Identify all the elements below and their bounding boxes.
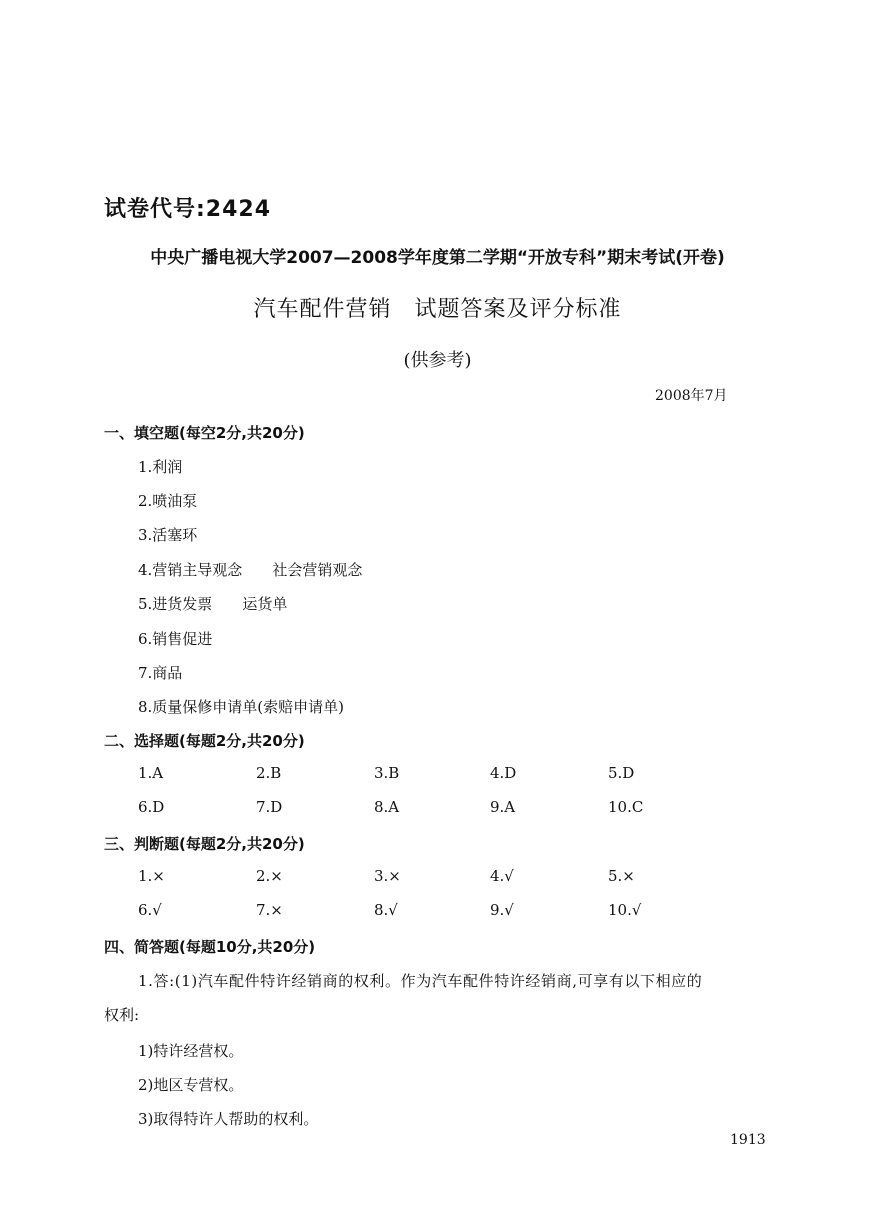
section-short-answer-title: 四、简答题(每题10分,共20分) <box>104 938 316 956</box>
section-fill-in-title: 一、填空题(每空2分,共20分) <box>104 424 305 442</box>
section-choice-title: 二、选择题(每题2分,共20分) <box>104 732 305 750</box>
true-false-answer: 9.√ <box>490 901 514 919</box>
page-number: 1913 <box>730 1132 766 1148</box>
fill-in-answer-primary: 2.喷油泵 <box>138 492 198 510</box>
choice-answer: 10.C <box>608 798 644 816</box>
choice-answer: 4.D <box>490 764 517 782</box>
fill-in-answer-primary: 4.营销主导观念 <box>138 561 243 579</box>
choice-answer: 3.B <box>374 764 400 782</box>
fill-in-answer-item <box>138 490 197 511</box>
section-true-false-title: 三、判断题(每题2分,共20分) <box>104 835 305 853</box>
exam-title: 中央广播电视大学2007—2008学年度第二学期“开放专科”期末考试(开卷) <box>150 248 725 268</box>
fill-in-answer-primary: 6.销售促进 <box>138 630 213 648</box>
fill-in-answer-item <box>138 456 182 477</box>
reference-note: (供参考) <box>403 350 472 371</box>
true-false-answer: 3.× <box>374 867 401 885</box>
choice-answer: 6.D <box>138 798 165 816</box>
true-false-answer: 10.√ <box>608 901 642 919</box>
choice-answer: 9.A <box>490 798 516 816</box>
true-false-answer: 6.√ <box>138 901 162 919</box>
true-false-answer: 2.× <box>256 867 283 885</box>
subject-title: 汽车配件营销 试题答案及评分标准 <box>253 297 622 322</box>
fill-in-answer-primary: 3.活塞环 <box>138 526 198 544</box>
exam-code: 试卷代号:2424 <box>104 197 272 222</box>
short-answer-point: 2)地区专营权。 <box>138 1076 244 1094</box>
true-false-answer: 7.× <box>256 901 283 919</box>
fill-in-answer-item <box>138 662 182 683</box>
fill-in-answer-primary: 8.质量保修申请单(索赔申请单) <box>138 698 345 716</box>
fill-in-answer-item <box>138 696 344 717</box>
short-answer-line-2: 权利: <box>104 1006 140 1024</box>
choice-answer: 7.D <box>256 798 283 816</box>
exam-date: 2008年7月 <box>655 388 728 404</box>
choice-answer: 5.D <box>608 764 635 782</box>
fill-in-answer-item <box>138 559 362 580</box>
fill-in-answer-secondary: 运货单 <box>242 595 288 613</box>
choice-answer: 2.B <box>256 764 282 782</box>
fill-in-answer-primary: 5.进货发票 <box>138 595 213 613</box>
true-false-answer: 8.√ <box>374 901 398 919</box>
fill-in-answer-primary: 7.商品 <box>138 664 183 682</box>
fill-in-answer-primary: 1.利润 <box>138 458 183 476</box>
fill-in-answer-secondary: 社会营销观念 <box>272 561 363 579</box>
fill-in-answer-item <box>138 628 212 649</box>
choice-answer: 8.A <box>374 798 400 816</box>
true-false-answer: 4.√ <box>490 867 514 885</box>
short-answer-point: 3)取得特许人帮助的权利。 <box>138 1110 319 1128</box>
fill-in-answer-item <box>138 524 197 545</box>
fill-in-answer-item <box>138 593 287 614</box>
short-answer-point: 1)特许经营权。 <box>138 1042 244 1060</box>
true-false-answer: 5.× <box>608 867 635 885</box>
choice-answer: 1.A <box>138 764 164 782</box>
true-false-answer: 1.× <box>138 867 165 885</box>
short-answer-line-1: 1.答:(1)汽车配件特许经销商的权利。作为汽车配件特许经销商,可享有以下相应的 <box>138 972 703 990</box>
